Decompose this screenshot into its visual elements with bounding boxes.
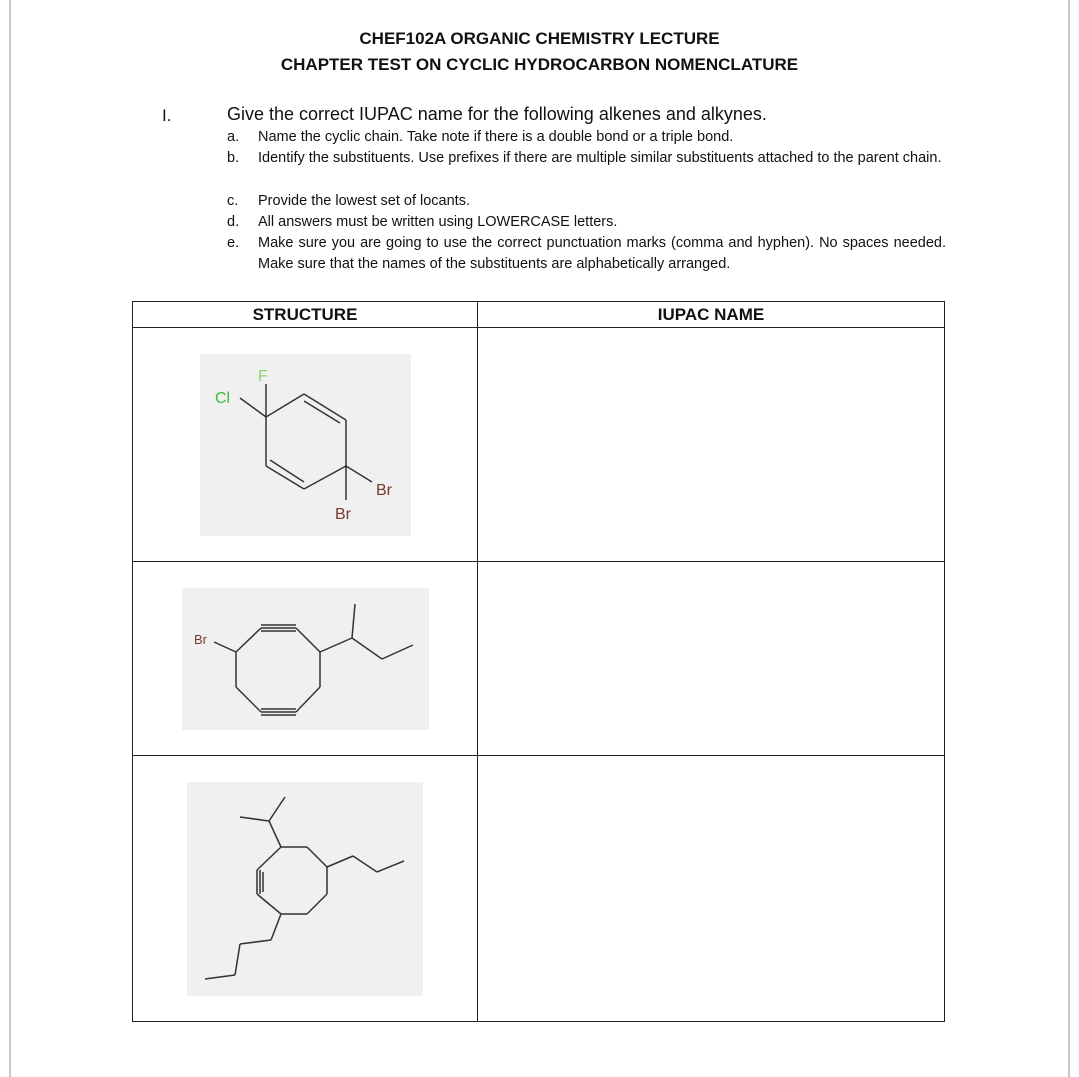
- item-text: Identify the substituents. Use prefixes if there are multiple similar substituents attached to the parent chain.: [258, 150, 942, 166]
- answer-cell[interactable]: [478, 328, 945, 562]
- bond: [353, 856, 377, 872]
- bond: [377, 861, 404, 872]
- item-text: All answers must be written using LOWERCASE letters.: [258, 214, 618, 230]
- bond: [240, 817, 269, 821]
- page-left-border: [9, 0, 11, 1077]
- bond: [320, 638, 352, 652]
- structure-image-3: [187, 782, 423, 996]
- item-text: Name the cyclic chain. Take note if there is a double bond or a triple bond.: [258, 129, 734, 145]
- item-text: Provide the lowest set of locants.: [258, 193, 470, 209]
- chlorine-label: Cl: [215, 390, 231, 407]
- bond: [307, 847, 327, 867]
- answer-cell[interactable]: [478, 562, 945, 756]
- bond: [257, 847, 281, 870]
- iupac-name-header: IUPAC NAME: [478, 302, 945, 328]
- item-letter: a.: [227, 129, 240, 145]
- structure-header: STRUCTURE: [133, 302, 478, 328]
- page-right-border: [1068, 0, 1070, 1077]
- bromine-label: Br: [376, 482, 392, 499]
- bond: [346, 466, 372, 482]
- table-header-row: [133, 302, 945, 328]
- bond: [257, 894, 281, 914]
- molecule-2: [182, 588, 429, 730]
- item-letter: e.: [227, 235, 240, 251]
- section-numeral: I.: [162, 106, 172, 125]
- test-title: CHAPTER TEST ON CYCLIC HYDROCARBON NOMENCLATURE: [280, 55, 799, 74]
- bond: [240, 940, 271, 944]
- item-text: Make sure you are going to use the correct punctuation marks (comma and hyphen). No spaces needed. Make sure that the names of the substituents are alphabetically arranged.: [258, 235, 946, 272]
- bond: [269, 821, 281, 847]
- bond: [296, 687, 320, 712]
- answer-cell[interactable]: [478, 756, 945, 1022]
- bond: [352, 638, 382, 659]
- fluorine-label: F: [258, 368, 268, 385]
- bromine-label: Br: [194, 632, 207, 647]
- item-letter: b.: [227, 150, 240, 166]
- item-letter: c.: [227, 193, 239, 209]
- bond: [205, 975, 235, 979]
- structure-image-2: [182, 588, 429, 730]
- bond: [214, 642, 236, 652]
- bond: [236, 687, 261, 712]
- molecule-3: [187, 782, 423, 996]
- bond: [296, 628, 320, 652]
- molecule-1: [200, 354, 411, 536]
- bond: [235, 944, 240, 975]
- course-title: CHEF102A ORGANIC CHEMISTRY LECTURE: [359, 29, 720, 48]
- bond: [271, 914, 281, 940]
- section-instruction: Give the correct IUPAC name for the following alkenes and alkynes.: [227, 104, 767, 124]
- bond: [304, 394, 346, 420]
- bond: [240, 398, 266, 417]
- bond: [352, 604, 355, 638]
- bond: [327, 856, 353, 867]
- bond: [304, 466, 346, 489]
- bond: [269, 797, 285, 821]
- structure-image-1: [200, 354, 411, 536]
- bond: [266, 394, 304, 417]
- bromine-label: Br: [335, 506, 351, 523]
- bond: [307, 894, 327, 914]
- bond: [382, 645, 413, 659]
- item-letter: d.: [227, 214, 240, 230]
- bond: [236, 628, 261, 652]
